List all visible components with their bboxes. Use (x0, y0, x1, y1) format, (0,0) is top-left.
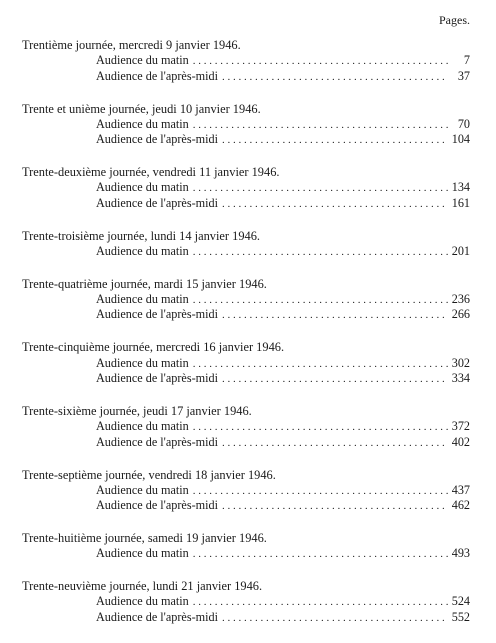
toc-entry (96, 180, 470, 195)
entry-label: Audience du matin (96, 546, 189, 561)
entry-label: Audience du matin (96, 116, 189, 131)
dot-leader (193, 595, 448, 610)
day-section (22, 404, 470, 450)
page-number: 493 (451, 546, 470, 561)
entry-label: Audience de l'après-midi (96, 307, 218, 322)
entry-label: Audience du matin (96, 243, 189, 258)
day-section (22, 102, 470, 148)
dot-leader (193, 420, 448, 435)
page-number: 37 (457, 68, 470, 83)
page-number: 134 (451, 180, 470, 195)
dot-leader (222, 499, 448, 514)
toc-entry (96, 498, 470, 513)
page-number: 552 (451, 609, 470, 624)
pages-column-header: Pages. (439, 13, 470, 27)
dot-leader (193, 181, 448, 196)
entry-label: Audience de l'après-midi (96, 371, 218, 385)
toc-entry (96, 371, 470, 386)
toc-entry (96, 292, 470, 307)
page-number: 372 (451, 419, 470, 434)
entry-label: Audience du matin (96, 419, 189, 434)
day-title: Trente-neuvième journée, lundi 21 janvier 1946. (22, 579, 263, 594)
dot-leader (193, 484, 448, 499)
day-title: Trente-cinquième journée, mercredi 16 janvier 1946. (22, 340, 285, 355)
entry-label: Audience du matin (96, 292, 189, 307)
dot-leader (222, 611, 448, 626)
toc-entry (96, 356, 470, 371)
day-section (22, 531, 470, 562)
entry-label: Audience du matin (96, 53, 189, 68)
page-number: 462 (451, 498, 470, 513)
dot-leader (193, 547, 448, 562)
day-title: Trente-quatrième journée, mardi 15 janvier 1946. (22, 276, 267, 291)
dot-leader (222, 308, 448, 323)
day-title: Trente et unième journée, jeudi 10 janvier 1946. (22, 101, 261, 116)
page-number: 104 (451, 132, 470, 147)
day-section (22, 468, 470, 514)
toc-entry (96, 483, 470, 498)
page-number: 70 (457, 116, 470, 131)
day-title: Trente-troisième journée, lundi 14 janvier 1946. (22, 228, 261, 243)
day-section (22, 340, 470, 386)
dot-leader (222, 70, 448, 85)
page-number: 437 (451, 482, 470, 497)
entry-label: Audience de l'après-midi (96, 498, 218, 513)
dot-leader (193, 245, 448, 260)
dot-leader (222, 197, 448, 212)
entry-label: Audience de l'après-midi (96, 434, 218, 449)
dot-leader (222, 133, 448, 148)
page-number: 201 (451, 243, 470, 258)
toc-entry (96, 132, 470, 147)
dot-leader (193, 118, 448, 133)
dot-leader (193, 54, 448, 69)
toc-entry (96, 419, 470, 434)
page-number: 266 (451, 307, 470, 322)
dot-leader (193, 293, 448, 308)
toc-entry (96, 53, 470, 68)
entry-label: Audience du matin (96, 594, 189, 609)
day-section (22, 38, 470, 84)
entry-label: Audience de l'après-midi (96, 609, 218, 624)
page-number: 236 (451, 292, 470, 307)
toc-entry (96, 435, 470, 450)
toc-entry (96, 546, 470, 561)
day-section (22, 165, 470, 211)
entry-label: Audience de l'après-midi (96, 195, 218, 210)
page-number: 7 (463, 53, 470, 68)
entry-label: Audience de l'après-midi (96, 132, 218, 147)
entry-label: Audience du matin (96, 180, 189, 195)
toc-entry (96, 69, 470, 84)
page-number: 524 (451, 594, 470, 609)
day-section (22, 579, 470, 625)
toc-entry (96, 196, 470, 211)
day-title: Trente-septième journée, vendredi 18 janvier 1946. (22, 467, 276, 482)
toc-entry (96, 244, 470, 259)
table-of-contents (22, 38, 470, 643)
day-title: Trentième journée, mercredi 9 janvier 1946. (22, 38, 241, 52)
day-title: Trente-deuxième journée, vendredi 11 janvier 1946. (22, 165, 280, 180)
toc-entry (96, 610, 470, 625)
toc-entry (96, 307, 470, 322)
entry-label: Audience du matin (96, 355, 189, 370)
day-section (22, 277, 470, 323)
entry-label: Audience du matin (96, 482, 189, 497)
page-number: 161 (451, 195, 470, 210)
toc-entry (96, 594, 470, 609)
dot-leader (222, 372, 448, 387)
page-number: 302 (451, 355, 470, 370)
day-section (22, 229, 470, 260)
dot-leader (222, 436, 448, 451)
day-title: Trente-huitième journée, samedi 19 janvier 1946. (22, 531, 267, 546)
toc-entry (96, 117, 470, 132)
page-number: 334 (451, 371, 470, 385)
page-number: 402 (451, 434, 470, 449)
dot-leader (193, 357, 448, 372)
day-title: Trente-sixième journée, jeudi 17 janvier 1946. (22, 403, 252, 418)
entry-label: Audience de l'après-midi (96, 68, 218, 83)
